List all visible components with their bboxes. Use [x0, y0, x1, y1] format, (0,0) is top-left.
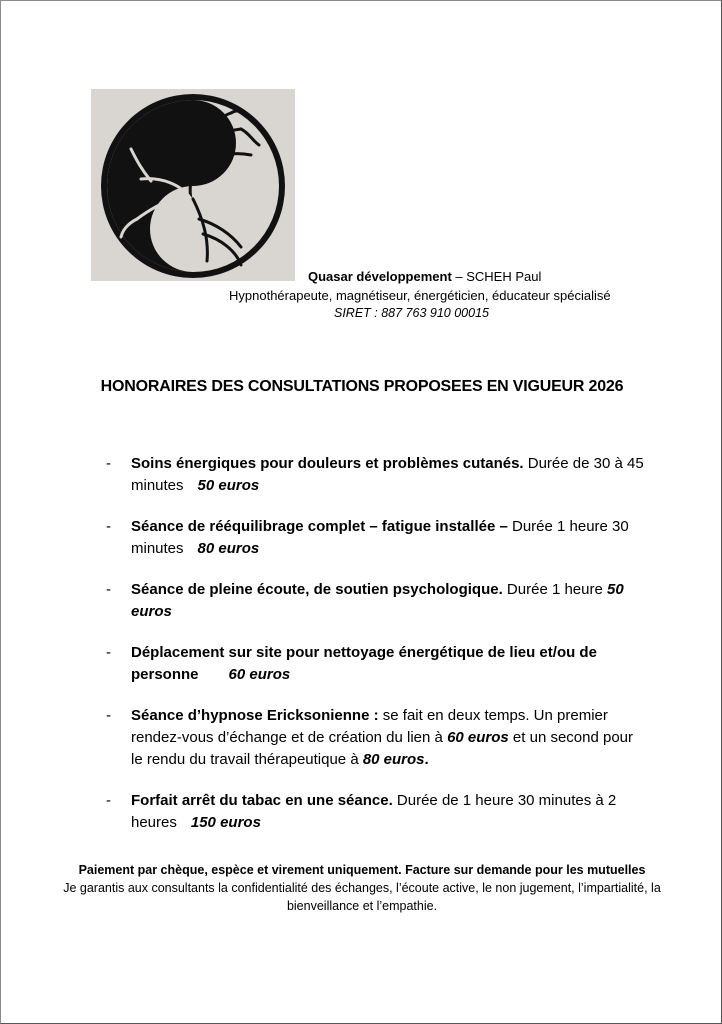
item-duration: Durée de 30 à 45 [523, 455, 644, 472]
list-item [106, 642, 646, 686]
list-item [106, 516, 646, 560]
item-price: 50 euros [197, 477, 260, 494]
owner-name: – SCHEH Paul [451, 269, 542, 284]
item-price: 60 euros [447, 729, 509, 746]
item-title: Forfait arrêt du tabac en une séance. [131, 792, 393, 809]
item-price: 150 euros [190, 814, 261, 831]
item-price: 60 euros [228, 666, 291, 683]
item-title: Déplacement sur site pour nettoyage énergétique de lieu et/ou de personne [131, 644, 597, 683]
item-duration-cont: heures [131, 814, 177, 831]
list-item [106, 705, 646, 771]
list-item [106, 579, 646, 623]
item-title: Soins énergiques pour douleurs et problèmes cutanés. [131, 455, 524, 472]
item-price: 50 euros [131, 581, 624, 620]
item-title: Séance d’hypnose Ericksonienne : [131, 707, 379, 724]
bullet-dash: - [106, 518, 111, 535]
item-text: et un second pour le rendu du travail thérapeutique à [131, 729, 634, 768]
footer [61, 861, 663, 915]
item-duration: Durée 1 heure [502, 581, 607, 598]
bullet-dash: - [106, 792, 111, 809]
roles-line: Hypnothérapeute, magnétiseur, énergéticien, éducateur spécialisé [229, 288, 611, 303]
page-title: HONORAIRES DES CONSULTATIONS PROPOSEES EN VIGUEUR 2026 [100, 378, 624, 395]
item-text: se fait en deux temps. Un premier rendez-vous d’échange et de création du lien à [131, 707, 608, 746]
item-duration: Durée de 1 heure 30 minutes à 2 [392, 792, 617, 809]
guarantee-note: Je garantis aux consultants la confidentialité des échanges, l’écoute active, le non jugement, l’impartialité, la bienveillance et l’empathie. [63, 881, 661, 913]
company-line [308, 269, 541, 284]
item-title: Séance de rééquilibrage complet – fatigue installée – [131, 518, 508, 535]
item-price: 80 euros [197, 540, 260, 557]
bullet-dash: - [106, 644, 111, 661]
item-duration-cont: minutes [131, 540, 184, 557]
list-item [106, 453, 646, 497]
item-duration-cont: minutes [131, 477, 184, 494]
item-duration: Durée 1 heure 30 [507, 518, 629, 535]
siret-line: SIRET : 887 763 910 00015 [334, 306, 489, 320]
yin-yang-tree-icon [91, 89, 295, 281]
item-title: Séance de pleine écoute, de soutien psychologique. [131, 581, 503, 598]
list-item [106, 790, 646, 834]
bullet-dash: - [106, 581, 111, 598]
company-name: Quasar développement [308, 269, 452, 284]
bullet-dash: - [106, 707, 111, 724]
bullet-dash: - [106, 455, 111, 472]
fee-list [106, 453, 646, 853]
item-end: . [424, 751, 429, 768]
payment-note: Paiement par chèque, espèce et virement uniquement. Facture sur demande pour les mutuelles [78, 863, 646, 877]
item-price: 80 euros [362, 751, 425, 768]
